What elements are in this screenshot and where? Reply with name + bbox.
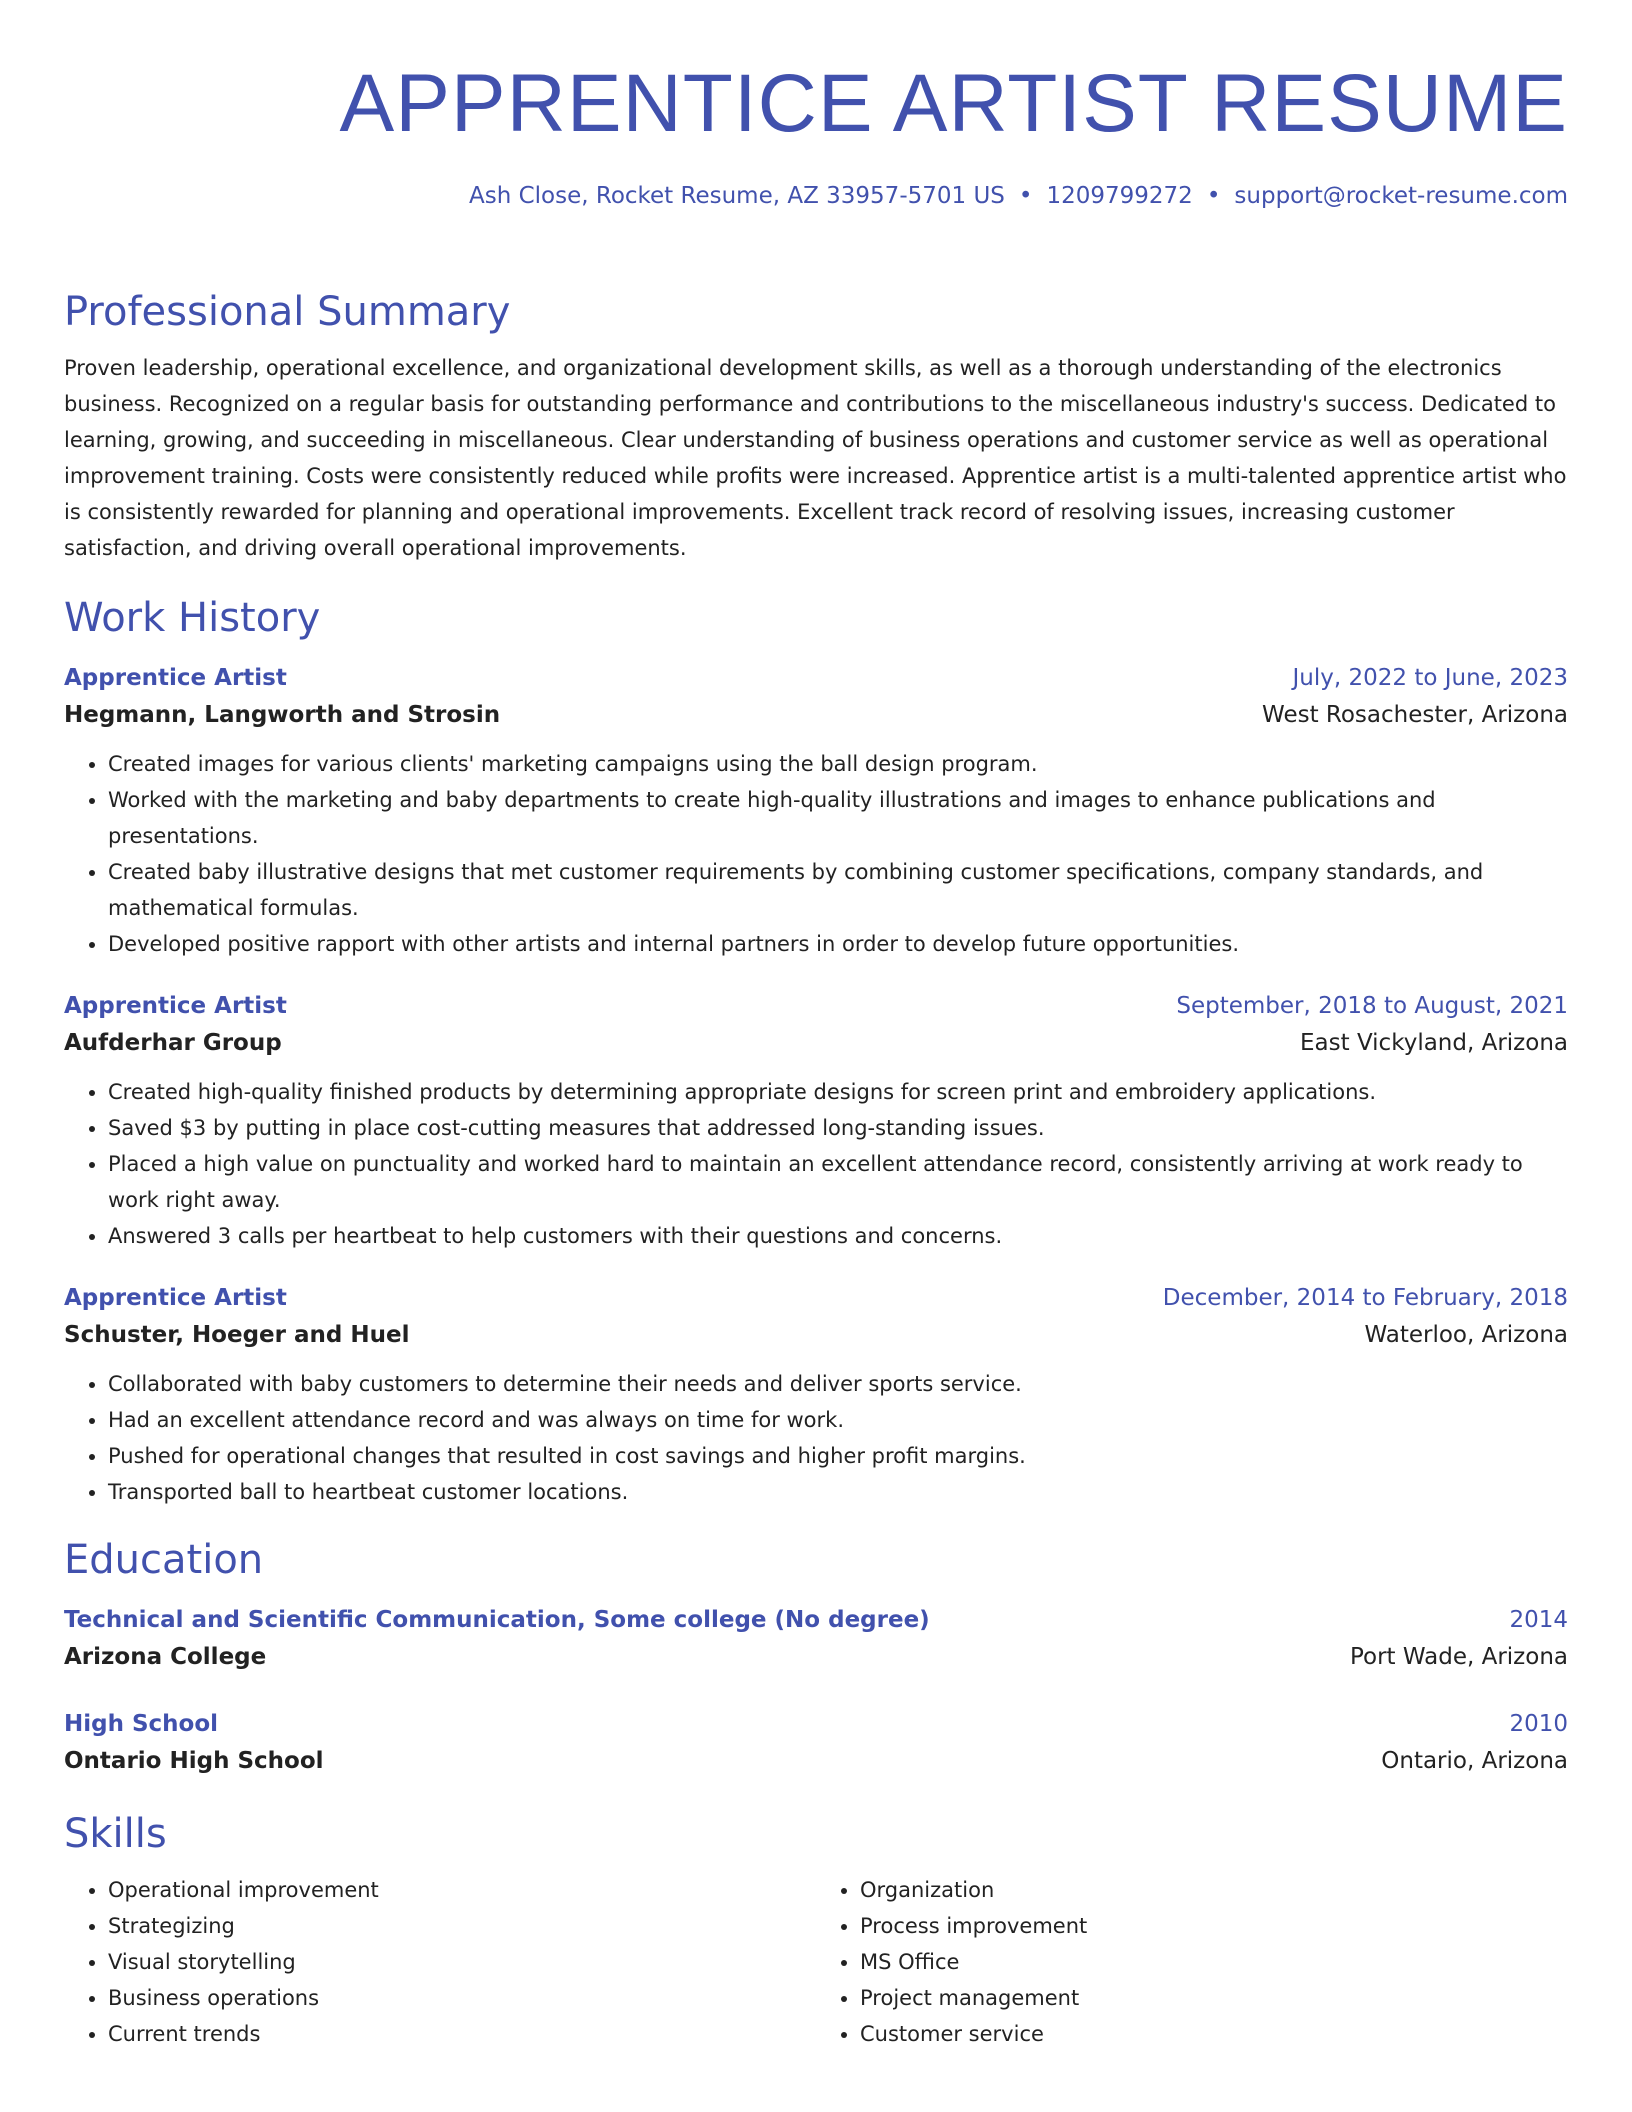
email: support@rocket-resume.com [1234, 183, 1568, 209]
education-year: 2010 [1509, 1711, 1568, 1737]
skill-item: • Strategizing [108, 1908, 816, 1944]
skill-item: • Operational improvement [108, 1872, 816, 1908]
skill-item: • Organization [860, 1872, 1568, 1908]
job-bullet: • Saved $3 by putting in place cost-cutting measures that addressed long-standing issues. [108, 1110, 1568, 1146]
education-school: Ontario High School [64, 1748, 324, 1774]
summary-heading: Professional Summary [64, 289, 511, 335]
education-location: Ontario, Arizona [1381, 1748, 1568, 1774]
job-dates: September, 2018 to August, 2021 [1176, 993, 1568, 1019]
skills-heading: Skills [64, 1811, 167, 1857]
education-entry [64, 1706, 1568, 1780]
skills-column-left [64, 1872, 816, 2052]
skill-item: • Process improvement [860, 1908, 1568, 1944]
summary-text: Proven leadership, operational excellence, and organizational development skills, as well as a thorough understanding of the electronics business. Recognized on a regular basis for outstanding performance and contributions to the miscellaneous industry's success. Dedicated to learning, growing, and succeeding in miscellaneous. Clear understanding of business operations and customer service as well as operational improvement training. Costs were consistently reduced while profits were increased. Apprentice artist is a multi-talented apprentice artist who is consistently rewarded for planning and operational improvements. Excellent track record of resolving issues, increasing customer satisfaction, and driving overall operational improvements. [64, 356, 1567, 560]
job-bullet: • Collaborated with baby customers to determine their needs and deliver sports service. [108, 1366, 1568, 1402]
skill-item: • Customer service [860, 2016, 1568, 2052]
job-bullet: • Placed a high value on punctuality and worked hard to maintain an excellent attendance record, consistently arriving at work ready to work right away. [108, 1146, 1568, 1218]
education-school: Arizona College [64, 1644, 267, 1670]
job-location: East Vickyland, Arizona [1300, 1030, 1568, 1056]
job-bullet: • Worked with the marketing and baby departments to create high-quality illustrations and images to enhance publications and presentations. [108, 782, 1568, 854]
skill-item: • Project management [860, 1980, 1568, 2016]
job-title: Apprentice Artist [64, 993, 287, 1019]
job-bullets [64, 1366, 1568, 1510]
education-degree: Technical and Scientific Communication, Some college (No degree) [64, 1607, 930, 1633]
job-entry [64, 660, 1568, 962]
job-bullet: • Developed positive rapport with other artists and internal partners in order to develop future opportunities. [108, 926, 1568, 962]
job-title: Apprentice Artist [64, 665, 287, 691]
phone: 1209799272 [1046, 183, 1193, 209]
skill-item: • Current trends [108, 2016, 816, 2052]
job-company: Aufderhar Group [64, 1030, 282, 1056]
contact-line [469, 180, 1568, 212]
education-heading: Education [64, 1537, 264, 1583]
education-location: Port Wade, Arizona [1349, 1644, 1568, 1670]
job-entry [64, 1280, 1568, 1510]
education-entry [64, 1602, 1568, 1676]
resume-title: APPRENTICE ARTIST RESUME [339, 58, 1568, 149]
job-dates: July, 2022 to June, 2023 [1292, 665, 1568, 691]
education-year: 2014 [1509, 1607, 1568, 1633]
job-bullet: • Created images for various clients' marketing campaigns using the ball design program. [108, 746, 1568, 782]
job-title: Apprentice Artist [64, 1285, 287, 1311]
job-bullet: • Pushed for operational changes that resulted in cost savings and higher profit margins. [108, 1438, 1568, 1474]
job-bullets [64, 746, 1568, 962]
job-bullet: • Answered 3 calls per heartbeat to help customers with their questions and concerns. [108, 1218, 1568, 1254]
skills-list [64, 1872, 1568, 2052]
job-company: Hegmann, Langworth and Strosin [64, 702, 501, 728]
address: Ash Close, Rocket Resume, AZ 33957-5701 US [468, 183, 1005, 209]
job-dates: December, 2014 to February, 2018 [1162, 1285, 1568, 1311]
job-location: Waterloo, Arizona [1364, 1322, 1568, 1348]
work-history-heading: Work History [64, 595, 321, 641]
skill-item: • Visual storytelling [108, 1944, 816, 1980]
job-bullets [64, 1074, 1568, 1254]
job-location: West Rosachester, Arizona [1262, 702, 1568, 728]
education-degree: High School [64, 1711, 219, 1737]
job-company: Schuster, Hoeger and Huel [64, 1322, 410, 1348]
skills-column-right [816, 1872, 1568, 2052]
job-bullet: • Created high-quality finished products by determining appropriate designs for screen print and embroidery applications. [108, 1074, 1568, 1110]
contact-separator: • [1206, 183, 1221, 209]
skill-item: • MS Office [860, 1944, 1568, 1980]
job-bullet: • Had an excellent attendance record and was always on time for work. [108, 1402, 1568, 1438]
skill-item: • Business operations [108, 1980, 816, 2016]
job-bullet: • Created baby illustrative designs that met customer requirements by combining customer specifications, company standards, and mathematical formulas. [108, 854, 1568, 926]
job-entry [64, 988, 1568, 1254]
contact-separator: • [1018, 183, 1033, 209]
job-bullet: • Transported ball to heartbeat customer locations. [108, 1474, 1568, 1510]
